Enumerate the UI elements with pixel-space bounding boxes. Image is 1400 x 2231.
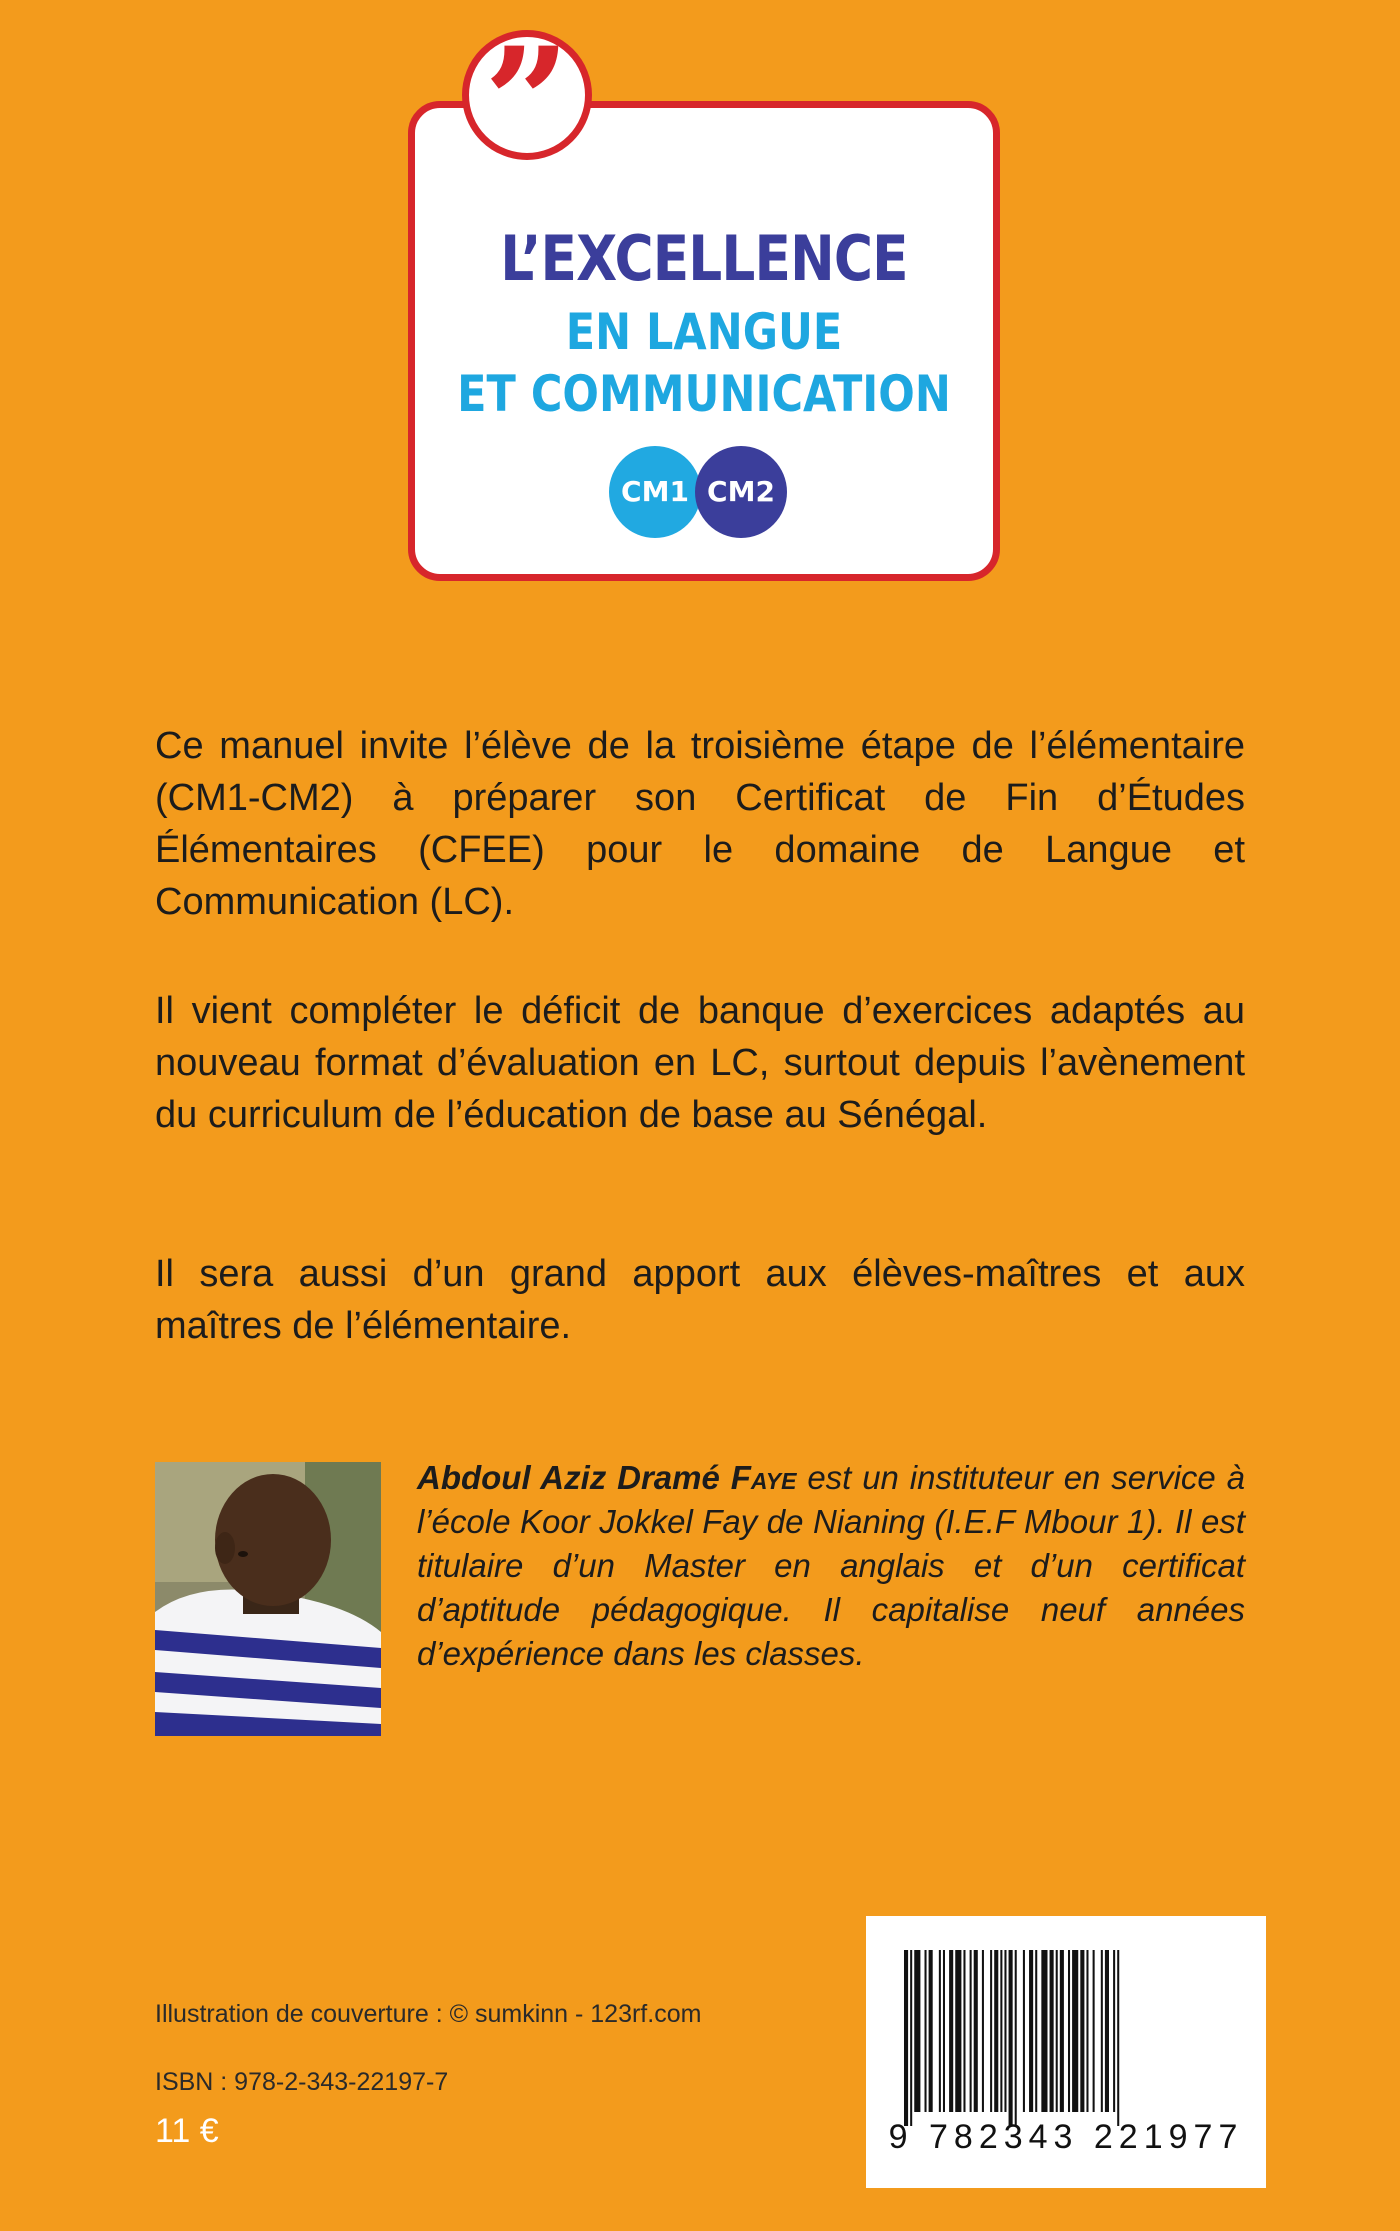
quote-badge <box>462 30 592 160</box>
price: 11 € <box>155 2112 219 2150</box>
author-surname: Faye <box>730 1459 797 1496</box>
title-line-2: EN LANGUE <box>565 303 843 361</box>
barcode-bars <box>866 1916 1266 2126</box>
svg-text:”: ” <box>483 37 571 153</box>
description-paragraph-2: Il vient compléter le déficit de banque d’exercices adaptés au nouveau format d’évaluation en LC, surtout depuis l’avènement du curriculum de l’éducation de base au Sénégal. <box>155 990 1245 1136</box>
level-badge-cm2: CM2 <box>695 446 787 538</box>
cover-credit: Illustration de couverture : © sumkinn - 123rf.com <box>155 2000 702 2028</box>
author-photo <box>155 1462 381 1736</box>
barcode <box>866 1916 1266 2188</box>
description-paragraph-1: Ce manuel invite l’élève de la troisième étape de l’élémentaire (CM1-CM2) à préparer son Certificat de Fin d’Études Élémentaires (CFEE) pour le domaine de Langue et Communication (LC). <box>155 725 1245 923</box>
title-line-1: L’EXCELLENCE <box>500 222 908 295</box>
description-paragraph-3: Il sera aussi d’un grand apport aux élèves-maîtres et aux maîtres de l’élémentaire. <box>155 1253 1245 1347</box>
isbn: ISBN : 978-2-343-22197-7 <box>155 2068 449 2096</box>
author-name: Abdoul Aziz Dramé <box>417 1459 720 1496</box>
author-bio-text: est un instituteur en service à l’école Koor Jokkel Fay de Nianing (I.E.F Mbour 1). Il est titulaire d’un Master en anglais et d’un certificat d’aptitude pédagogique. Il capitalise neuf années d’expérience dans les classes. <box>417 1459 1245 1672</box>
barcode-digits: 9 782343 221977 <box>888 2118 1244 2156</box>
level-badge-cm1: CM1 <box>609 446 701 538</box>
quote-icon <box>469 37 585 153</box>
author-bio <box>417 1456 1245 1676</box>
title-line-3: ET COMMUNICATION <box>457 365 951 423</box>
